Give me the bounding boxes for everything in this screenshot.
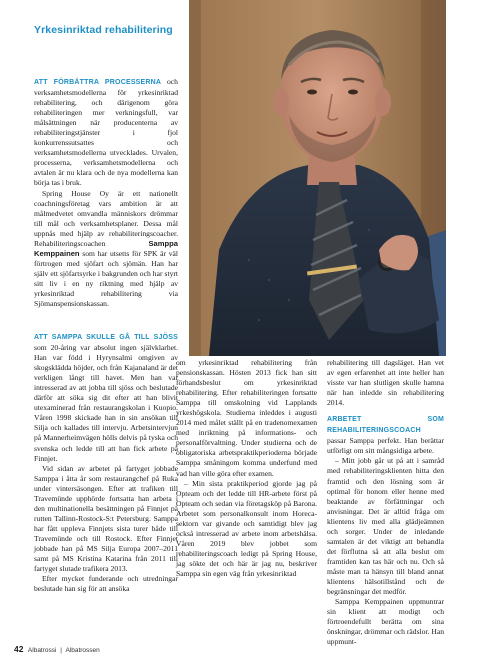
job-quote-paragraph: – Mitt jobb går ut på att i samråd med rehabiliteringsklienten hitta den framtid och den lösning som är optimal för honom eller henne med beaktande av förfättningar och anvisningar. Det är alltid fråga om klientens liv med alla glädjeämnen och sorger. Under de inledande samtalen är det viktigt att behandla det förflutna så att alla beslut om framtiden kan tas här och nu. Och så måste man ta hänsyn till bland annat klientens hälsotillstånd och de begränsningar det medför. xyxy=(327,456,444,597)
coach-paragraph xyxy=(327,414,444,456)
person-name: Samppa Kemppainen xyxy=(34,238,178,258)
rehab-paragraph: om yrkesinriktad rehabilitering från pensionskassan. Hösten 2013 fick han sitt förhandsbeslut om yrkesinriktad rehabilitering. Efter rehabiliteringen fortsatte Samppa till omskolning vid Lapplands yrkeshögskola. Studierna inleddes i augusti 2014 med målet ställt på en tradenomexamen med inriktning på informations- och personalförvaltning. Under studierna och de obligatoriska arbetspraktikperioderna började Samppa småningom komma underfund med vad han ville göra efter examen. xyxy=(176,358,317,478)
paragraph-text: och verksamhetsmodellerna för yrkesinriktad rehabilitering, och därigenom göra rehabiliteringen mer verkningsfull, var målsättningen när producenterna av rehabiliteringstjänster i fjol konkurrenssutsattes och verksamhetsmodellerna utvecklades. Urvalen, processerna, verksamhetsmodellerna och avtalen är nu klara och de nya modellerna kan börja tas i bruk. xyxy=(34,77,178,188)
decision-paragraph: Efter mycket funderande och utredningar beslutade han sig för att ansöka xyxy=(34,574,178,594)
column-3 xyxy=(327,358,444,647)
continuation-paragraph: rehabilitering till dagsläget. Han vet av egen erfarenhet att inte heller han visste var han slutligen skulle hamna när han inledde sin rehabilitering 2014. xyxy=(327,358,444,408)
lead-in: ATT SAMPPA SKULLE GÅ TILL SJÖSS xyxy=(34,334,178,341)
paragraph-text: som 20-åring var absolut ingen självklarhet. Han var född i Hyrynsalmi omgiven av skogsklädda höjder, och från Kajanaland är det verkligen långt till havet. Men han var intresserad av att jobba till sjöss och beslutade därför att söka sig dit efter att han blivit utexaminerad från restaurangskolan i Kuopio. Våren 1998 skickade han in sin ansökan till Silja och kallades till intervju. Arbetsintervjun på Mannerheimvägen hölls delvis på tyska och svenska och ledde till att han fick arbete på Finnjet. xyxy=(34,343,178,463)
paragraph-text: Spring House Oy är ett nationellt coachningsföretag vars ambition är att målmedvetet omvandla människors drömmar till mål och verksamhetsplaner. Dessa mål uppnås med hjälp av rehabiliteringscoacher. Rehabiliteringscoachen xyxy=(34,188,178,248)
quote-paragraph: – Min sista praktikperiod gjorde jag på Opteam och det ledde till HR-arbete först på Opteam och sedan via företagsköp på Barona. Arbetet som personalkonsult inom Horeca-sektorn var givande och samtidigt blev jag också intresserad av arbete inom arbetshälsa. Våren 2019 blev jobbet som rehabiliteringscoach ledigt på Spring House, jag sökte det och här är jag nu, beskriver Samppa sin egen väg från yrkesinriktad xyxy=(176,478,317,578)
page-footer xyxy=(14,644,100,654)
paragraph-text: passar Samppa perfekt. Han berättar utförligt om sitt mångsidiga arbete. xyxy=(327,436,444,456)
column-1-bottom xyxy=(34,332,178,594)
encouragement-paragraph: Samppa Kemppainen uppmuntrar sin klient att modigt och förtroendefullt berätta om sina önskningar, drömmar och rädslor. Han uppmunt- xyxy=(327,597,444,647)
page-number: 42 xyxy=(14,644,24,654)
magazine-name: Albatrossi xyxy=(27,647,57,654)
section-tag: Yrkesinriktad rehabilitering xyxy=(34,24,173,36)
intro-paragraph xyxy=(34,77,178,189)
portrait-illustration xyxy=(189,0,446,356)
lead-in: ATT FÖRBÄTTRA PROCESSERNA xyxy=(34,79,162,86)
portrait-photo xyxy=(189,0,446,356)
subheading: ARBETET SOM REHABILITERINGSCOACH xyxy=(327,416,444,435)
magazine-name-swedish: Albatrossen xyxy=(65,647,100,654)
footer-separator: | xyxy=(60,647,62,654)
background-paragraph xyxy=(34,332,178,464)
paragraph-text: som har utsetts för SPK är väl förtrogen med sjöfart och sjömän. Han har själv ett sjöfartsyrke i bakgrunden och har styrt sitt liv i en ny riktning med hjälp av yrkesinriktad rehabilitering via Sjömanspensionskassan. xyxy=(34,248,178,309)
column-1-top xyxy=(34,77,178,309)
company-paragraph xyxy=(34,189,178,310)
career-paragraph: Vid sidan av arbetet på fartyget jobbade Samppa i åtta år som restaurangchef på Ruka under vintersäsongen. Efter att trafiken till Travemünde upphörde fortsatta han arbeta i den multinationella besättningen på Finnjet på rutten Tallinn-Rostock-S:t Petersburg. Samppa har fått uppleva Finnjets sista turer både till Travemünde och till Rostock. Efter Finnjet jobbade han på MS Silja Europa 2007–2011 samt på MS Kristina Katarina från 2011 till fartyget slutade trafikera 2013. xyxy=(34,463,178,574)
column-2 xyxy=(176,358,317,579)
